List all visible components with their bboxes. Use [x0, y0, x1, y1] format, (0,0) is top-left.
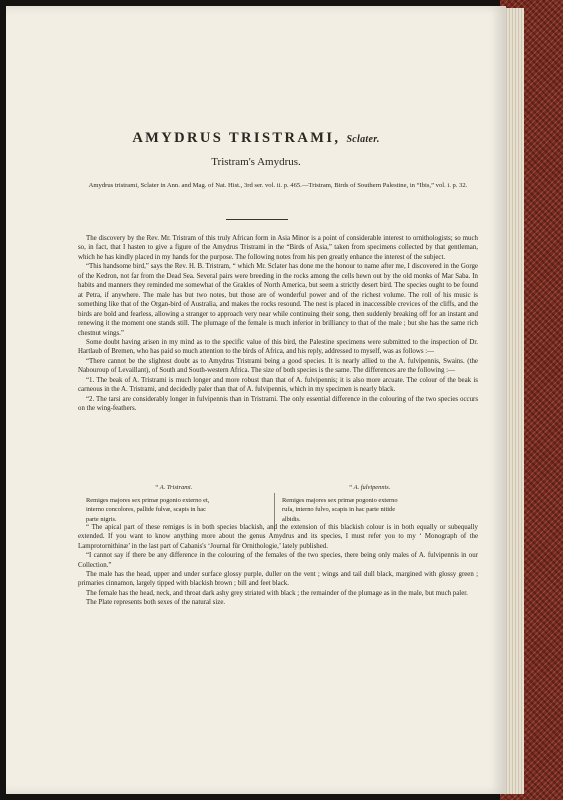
comparison-heading: “ A. Tristrami. — [154, 484, 193, 491]
paragraph: Some doubt having arisen in my mind as to the specific value of this bird, the Palestine specimens were submitted to the inspection of Dr. Hartlaub of Bremen, who has paid so much attention to the birds of Africa, and his reply, addressed to myself, was as follows :— — [78, 338, 478, 356]
paragraph: The Plate represents both sexes of the natural size. — [86, 599, 226, 607]
species-name: AMYDRUS TRISTRAMI, — [132, 130, 341, 146]
book-page — [6, 6, 506, 794]
common-name: Tristram's Amydrus. — [211, 156, 301, 168]
paragraph: The discovery by the Rev. Mr. Tristram of this truly African form in Asia Minor is a point of considerable interest to ornithologists; so much so, in fact, that I hasten to give a figure of the Amydrus Tristrami in the “Birds of Asia,” taken from specimens collected by that gentleman, which he has kindly placed in my hands for the purpose. The following notes from his pen greatly enhance the interest of the subject. — [78, 235, 478, 261]
comparison-line: interno concolores, pallide fulvæ, scapis in hac — [86, 506, 206, 514]
paragraph: “There cannot be the slightest doubt as to Amydrus Tristrami being a good species. It is nearly allied to the A. fulvipennis, Swains. (the Nabouroup of Levaillant), of South and South-western Africa. The size of both species is the same. The differences are the following :— — [78, 357, 478, 375]
closing-text — [78, 523, 478, 608]
paragraph: The male has the head, upper and under surface glossy purple, duller on the vent ; wings and tail dull black, margined with glossy green ; primaries cinnamon, largely tipped with blackish brown ; bill and feet black. — [78, 571, 478, 588]
paragraph: “1. The beak of A. Tristrami is much longer and more robust than that of A. fulvipennis; it is also more arcuate. The colour of the beak is carneous in the A. Tristrami, and decidedly paler than that of A. fulvipennis, which in my specimen is nearly black. — [78, 376, 478, 394]
comparison-line: Remiges majores sex primæ pogonio externo et, — [86, 497, 210, 505]
comparison-line: parte nigris. — [86, 515, 117, 523]
synonymy-citation: Amydrus tristrami, Sclater in Ann. and Mag. of Nat. Hist., 3rd ser. vol. ii. p. 465.—Tristram, Birds of Southern Palestine, in “Ibis,” vol. i. p. 32. — [88, 182, 468, 189]
comparison-line: albidis. — [282, 515, 301, 523]
comparison-line: rufa, interno fulvo, scapis in hac parte nitide — [282, 506, 396, 514]
paragraph: “This handsome bird,” says the Rev. H. B. Tristram, “ which Mr. Sclater has done me the honour to name after me, I discovered in the Gorge of the Kedron, not far from the Dead Sea. Several pairs were breeding in the rocks among the cells hewn out by the old monks of Mar Saba. In habits and manners they reminded me somewhat of the Grakles of North America, but seem a strictly desert bird. The species ought to be found at Petra, if anywhere. The male has but two notes, but those are of wonderful power and of the richest volume. The roll of his music is something like that of the Organ-bird of Australia, and makes the rocks resound. The nest is placed in inaccessible crevices of the cliffs, and the birds are bold and fearless, allowing a stranger to approach very near while continuing their song, then suddenly breaking off for an instant and renewing it the moment one stands still. The plumage of the female is much inferior in brilliancy to that of the male ; but she has the same rich chestnut wings.” — [78, 263, 478, 337]
title-divider — [226, 219, 288, 220]
paragraph: The female has the head, neck, and throat dark ashy grey striated with black ; the remainder of the plumage as in the male, but much paler. — [86, 589, 468, 597]
comparison-heading: “ A. fulvipennis. — [348, 484, 391, 491]
paragraph: “I cannot say if there be any difference in the colouring of the females of the two species, there being only males of A. fulvipennis in our Collection.” — [78, 552, 478, 569]
paragraph: “ The apical part of these remiges is in both species blackish, and the extension of this blackish colour is in both equally or subequally extended. If you want to know anything more about the genus Amydrus and its species, I must refer you to my ‘ Monograph of the Lamprotornithinæ’ in the last part of Cabanis's ‘Journal für Ornithologie,’ lately published. — [78, 524, 478, 550]
main-text — [78, 234, 478, 414]
species-author: Sclater. — [346, 134, 380, 145]
comparison-line: Remiges majores sex primæ pogonio externo — [282, 497, 398, 505]
paragraph: “2. The tarsi are considerably longer in fulvipennis than in Tristrami. The only essential difference in the colouring of the two species occurs on the wing-feathers. — [78, 395, 478, 413]
comparison-tristrami — [86, 483, 261, 524]
species-title — [6, 130, 506, 147]
comparison-fulvipennis — [282, 483, 457, 524]
